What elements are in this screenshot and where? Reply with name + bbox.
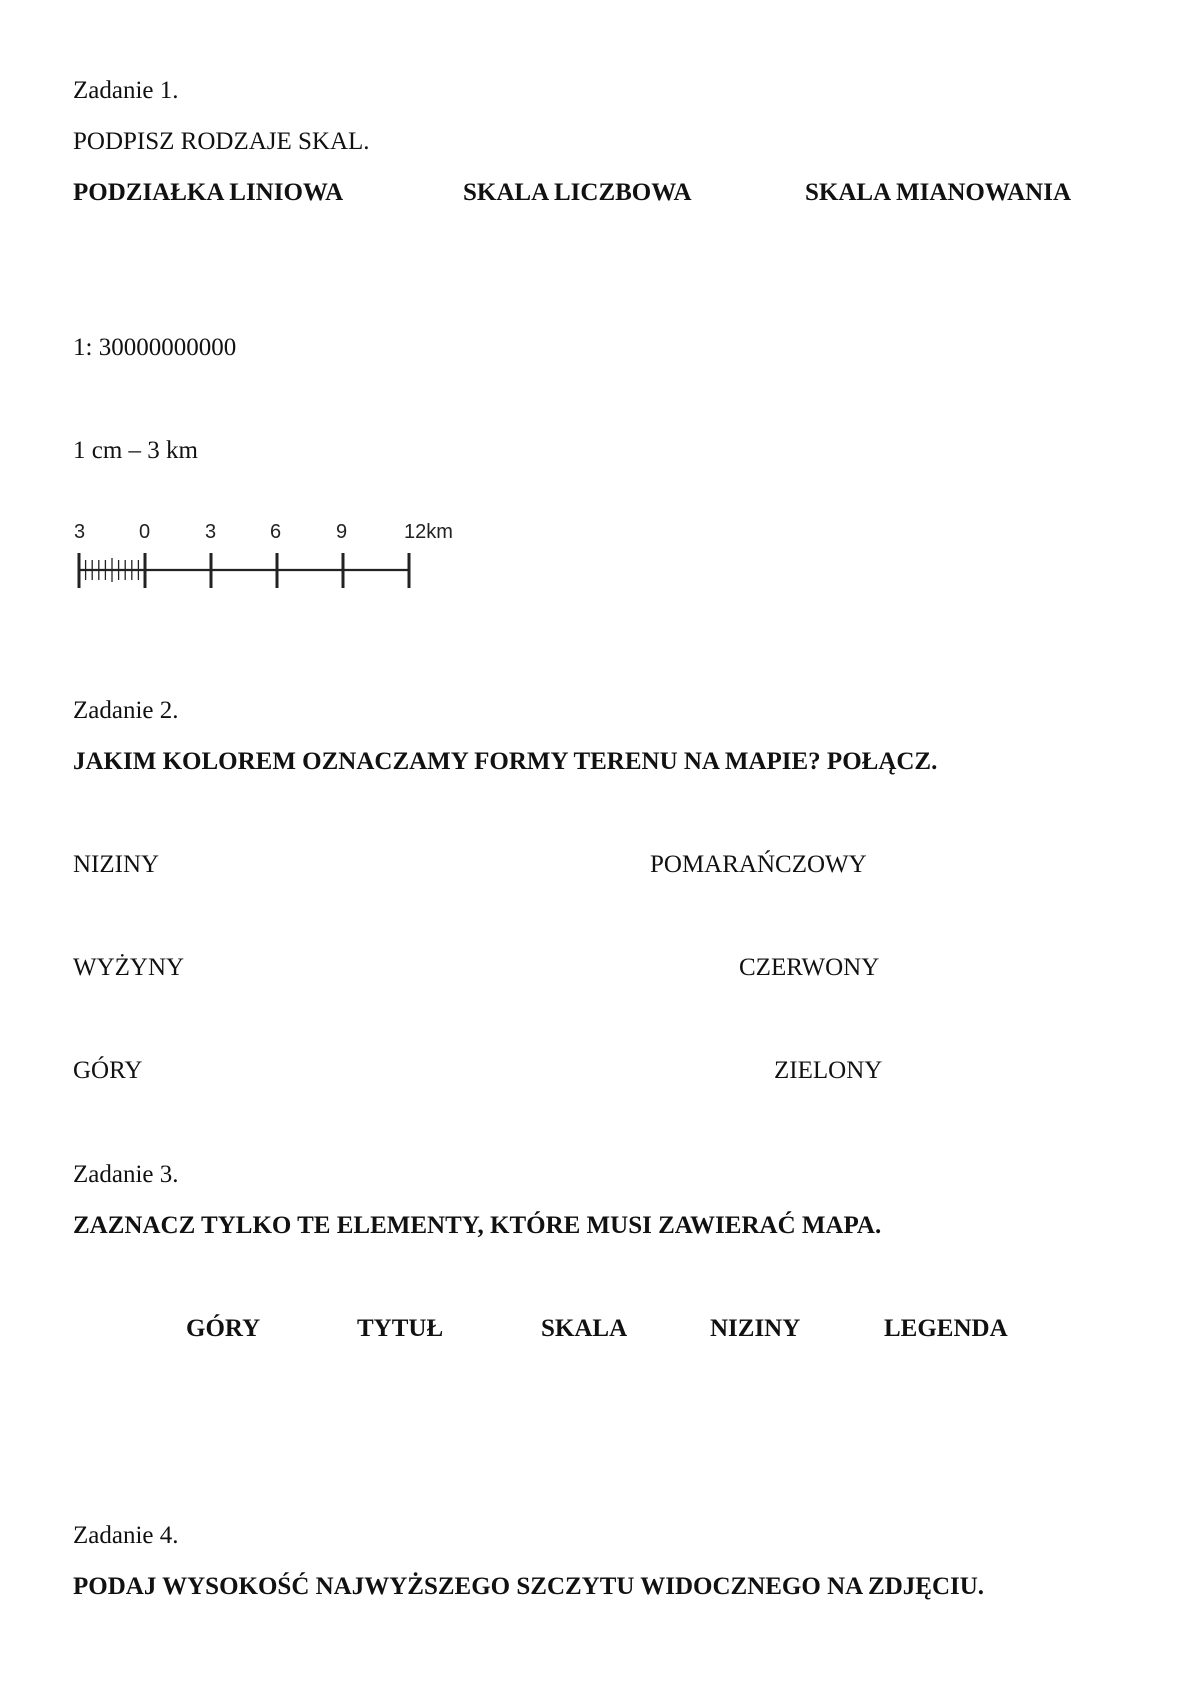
task3-option-scale: SKALA xyxy=(541,1315,628,1342)
task3-option-legend: LEGENDA xyxy=(884,1315,1008,1342)
task1-option-named: SKALA MIANOWANIA xyxy=(805,179,1072,206)
task1-option-linear: PODZIAŁKA LINIOWA xyxy=(73,179,344,206)
color-green: ZIELONY xyxy=(774,1057,883,1084)
scale-label-12km: 12km xyxy=(404,521,453,543)
task4-instruction: PODAJ WYSOKOŚĆ NAJWYŻSZEGO SZCZYTU WIDOCZNEGO NA ZDJĘCIU. xyxy=(73,1573,985,1600)
scale-label-0: 0 xyxy=(139,521,151,543)
color-red: CZERWONY xyxy=(739,954,880,981)
named-scale-example: 1 cm – 3 km xyxy=(73,437,198,464)
task3-heading: Zadanie 3. xyxy=(73,1161,179,1188)
task4-heading: Zadanie 4. xyxy=(73,1522,179,1549)
task1-option-numeric: SKALA LICZBOWA xyxy=(463,179,692,206)
scale-label-3: 3 xyxy=(205,521,217,543)
task2-instruction: JAKIM KOLOREM OZNACZAMY FORMY TERENU NA MAPIE? POŁĄCZ. xyxy=(73,748,938,775)
task3-option-lowlands: NIZINY xyxy=(710,1315,801,1342)
task3-instruction: ZAZNACZ TYLKO TE ELEMENTY, KTÓRE MUSI ZAWIERAĆ MAPA. xyxy=(73,1212,882,1239)
task3-option-mountains: GÓRY xyxy=(186,1315,261,1342)
scale-label-9: 9 xyxy=(336,521,348,543)
landform-mountains: GÓRY xyxy=(73,1057,143,1084)
task1-instruction: PODPISZ RODZAJE SKAL. xyxy=(73,128,370,155)
numeric-scale-example: 1: 30000000000 xyxy=(73,334,237,361)
landform-lowlands: NIZINY xyxy=(73,851,160,878)
task3-option-title: TYTUŁ xyxy=(357,1315,444,1342)
linear-scale-bar xyxy=(72,516,492,596)
task1-heading: Zadanie 1. xyxy=(73,77,179,104)
scale-label-6: 6 xyxy=(270,521,282,543)
landform-uplands: WYŻYNY xyxy=(73,954,185,981)
task2-heading: Zadanie 2. xyxy=(73,697,179,724)
scale-label-3-left: 3 xyxy=(74,521,86,543)
color-orange: POMARAŃCZOWY xyxy=(650,851,867,878)
